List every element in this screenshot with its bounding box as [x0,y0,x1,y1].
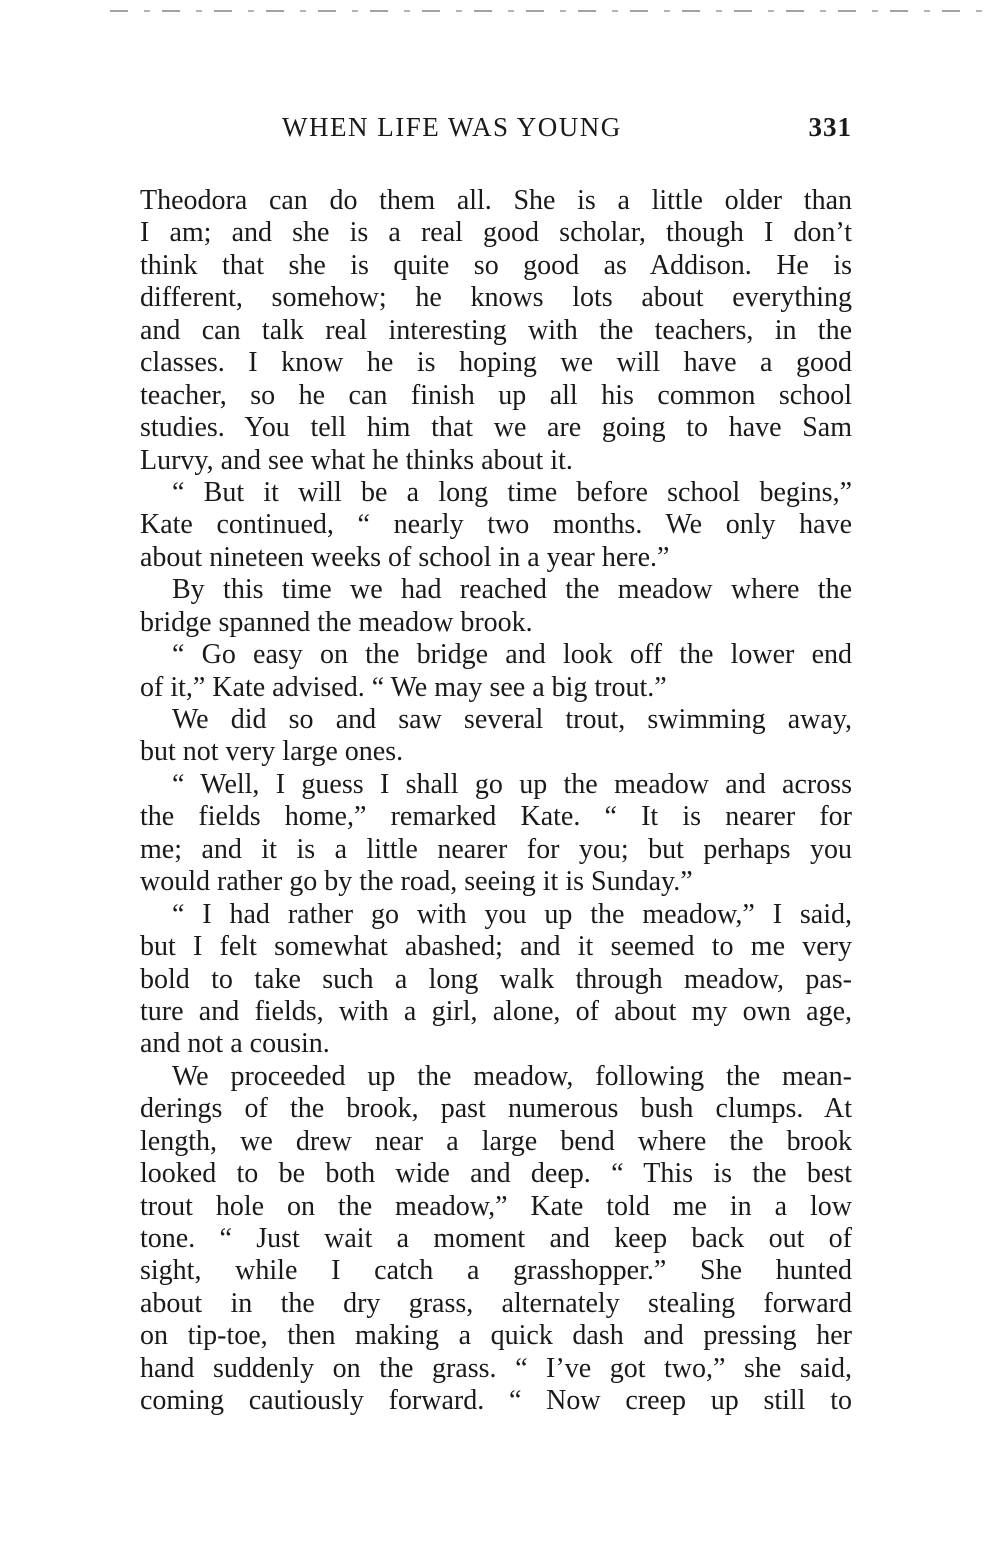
text-line: length, we drew near a large bend where the brook [140,1125,852,1157]
text-line: think that she is quite so good as Addison. He is [140,249,852,281]
text-line: on tip-toe, then making a quick dash and pressing her [140,1320,852,1352]
text-line: about nineteen weeks of school in a year here.” [140,541,670,573]
text-line: coming cautiously forward. “ Now creep up still to [140,1385,852,1417]
text-line: derings of the brook, past numerous bush clumps. At [140,1093,852,1125]
text-line: “ I had rather go with you up the meadow,” I said, [172,898,852,930]
text-line: bridge spanned the meadow brook. [140,606,533,638]
text-line: would rather go by the road, seeing it is Sunday.” [140,866,693,898]
text-line: teacher, so he can finish up all his common school [140,379,852,411]
text-line: tone. “ Just wait a moment and keep back out of [140,1223,852,1254]
text-line: different, somehow; he knows lots about everything [140,282,852,314]
text-line: of it,” Kate advised. “ We may see a big trout.” [140,671,667,703]
text-line: ture and fields, with a girl, alone, of about my own age, [140,995,852,1027]
scan-edge-artifact [110,10,990,12]
text-line: Lurvy, and see what he thinks about it. [140,444,573,476]
text-line: classes. I know he is hoping we will have a good [140,347,852,379]
text-line: about in the dry grass, alternately stealing forward [140,1287,852,1319]
text-line: By this time we had reached the meadow where the [172,574,852,606]
text-line: “ Go easy on the bridge and look off the lower end [172,639,852,671]
text-line: We did so and saw several trout, swimming away, [172,704,852,735]
text-line: but not very large ones. [140,736,404,768]
text-line: and can talk real interesting with the teachers, in the [140,314,852,346]
text-line: me; and it is a little nearer for you; but perhaps you [140,833,852,865]
text-line: trout hole on the meadow,” Kate told me in a low [140,1190,852,1222]
text-line: studies. You tell him that we are going to have Sam [140,412,852,444]
text-line: sight, while I catch a grasshopper.” She hunted [140,1255,852,1287]
running-head: WHEN LIFE WAS YOUNG [282,112,622,142]
text-line: We proceeded up the meadow, following the mean- [172,1060,852,1092]
page-number: 331 [808,112,852,142]
page-header [140,112,852,156]
text-line: “ But it will be a long time before school begins,” [172,476,852,508]
text-line: Theodora can do them all. She is a little older than [140,185,852,216]
text-line: and not a cousin. [140,1028,330,1060]
text-line: looked to be both wide and deep. “ This is the best [140,1158,852,1190]
text-line: the fields home,” remarked Kate. “ It is nearer for [140,801,852,833]
text-line: Kate continued, “ nearly two months. We only have [140,509,852,541]
text-line: “ Well, I guess I shall go up the meadow and across [172,768,852,800]
text-line: but I felt somewhat abashed; and it seemed to me very [140,931,852,963]
text-line: bold to take such a long walk through meadow, pas- [140,963,852,995]
text-line: hand suddenly on the grass. “ I’ve got two,” she said, [140,1352,852,1384]
text-line: I am; and she is a real good scholar, though I don’t [140,217,852,249]
body-text [140,185,852,1418]
